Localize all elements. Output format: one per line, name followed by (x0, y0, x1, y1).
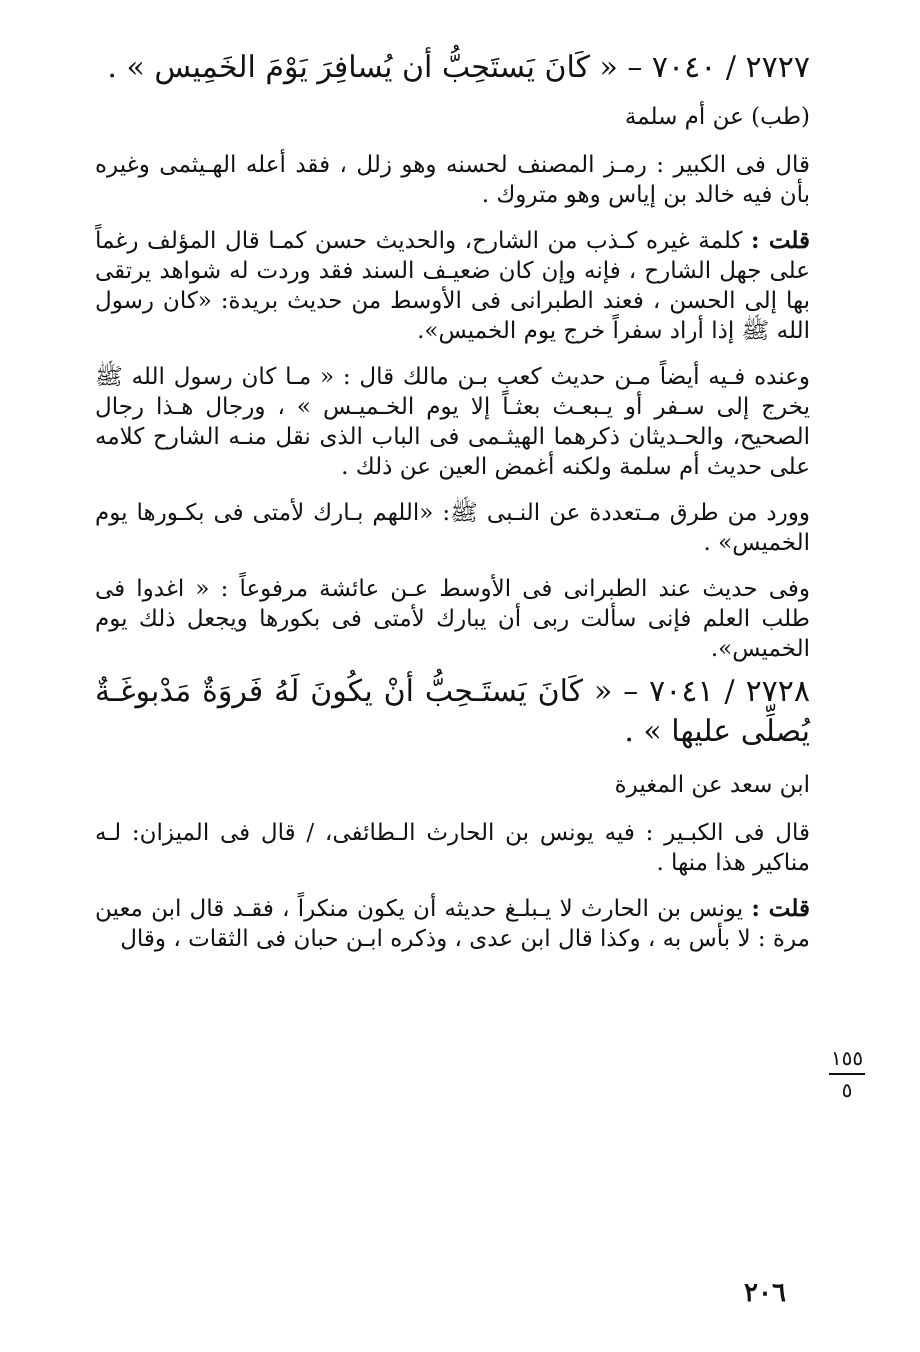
qult-text: يونس بن الحارث لا يـبلـغ حديثه أن يكون منكراً ، فقـد قال ابن معين مرة : لا بأس به ، وكذا قال ابن عدى ، وذكره ابـن حبان فى الثقات ، وقال (95, 896, 810, 952)
margin-top-number: ١٥٥ (830, 1046, 864, 1070)
hadith-source: ابن سعد عن المغيرة (614, 772, 810, 798)
commentary-kabir: قال فى الكبـير : فيه يونس بن الحارث الـطائفى، / قال فى الميزان: لـه مناكير هذا منها . (95, 820, 810, 876)
page-body (95, 48, 810, 1308)
page-number: ٢٠٦ (744, 1278, 786, 1308)
hadith-number: ٢٧٢٧ / ٧٠٤٠ – (627, 50, 810, 85)
margin-bottom-number: ٥ (841, 1078, 853, 1102)
hadith-2728 (95, 672, 810, 752)
hadith-text: « كَانَ يَستَـحِبُّ أنْ يكُونَ لَهُ فَروَةٌ مَدْبوغَـةٌ يُصلِّى عليها » . (95, 674, 810, 749)
qult-label: قلت : (751, 227, 811, 254)
margin-divider (829, 1073, 865, 1075)
commentary-kaab: وعنده فـيه أيضاً مـن حديث كعب بـن مالك قال : « مـا كان رسول الله ﷺ يخرج إلى سـفر أو يـبعـث بعثـاً إلا يوم الخـميـس » ، ورجال هـذا رجال الصحيح، والحـديثان ذكرهما الهيثـمى فى الباب الذى نقل منـه الشارح كلامه على حديث أم سلمة ولكنه أغمض العين عن ذلك . (95, 364, 810, 480)
hadith-source: (طب) عن أم سلمة (624, 104, 810, 130)
hadith-text: « كَانَ يَستَحِبُّ أن يُسافِرَ يَوْمَ الخَمِيس » . (107, 50, 618, 85)
commentary-kabir: قال فى الكبير : رمـز المصنف لحسنه وهو زلل ، فقد أعله الهـيثمى وغيره بأن فيه خالد بن إياس وهو متروك . (95, 152, 810, 208)
commentary-turuq: وورد من طرق مـتعددة عن النـبى ﷺ: «اللهم بـارك لأمتى فى بكـورها يوم الخميس» . (95, 500, 810, 556)
commentary-aisha: وفى حديث عند الطبرانى فى الأوسط عـن عائشة مرفوعاً : « اغدوا فى طلب العلم فإنى سألت ربى أن يبارك لأمتى فى بكورها ويجعل ذلك يوم الخميس». (95, 576, 810, 662)
qult-text: كلمة غيره كـذب من الشارح، والحديث حسن كمـا قال المؤلف رغماً على جهل الشارح ، فإنه وإن كان ضعيـف السند فقد وردت له شواهد يرتقى بها إلى الحسن ، فعند الطبرانى فى الأوسط من حديث بريدة: «كان رسول الله ﷺ إذا أراد سفراً خرج يوم الخميس». (95, 228, 810, 344)
hadith-number: ٢٧٢٨ / ٧٠٤١ – (623, 674, 811, 709)
hadith-2727 (95, 48, 810, 88)
commentary-qult (95, 226, 810, 346)
commentary-qult (95, 894, 810, 954)
qult-label: قلت : (751, 895, 811, 922)
margin-reference (822, 1046, 872, 1102)
